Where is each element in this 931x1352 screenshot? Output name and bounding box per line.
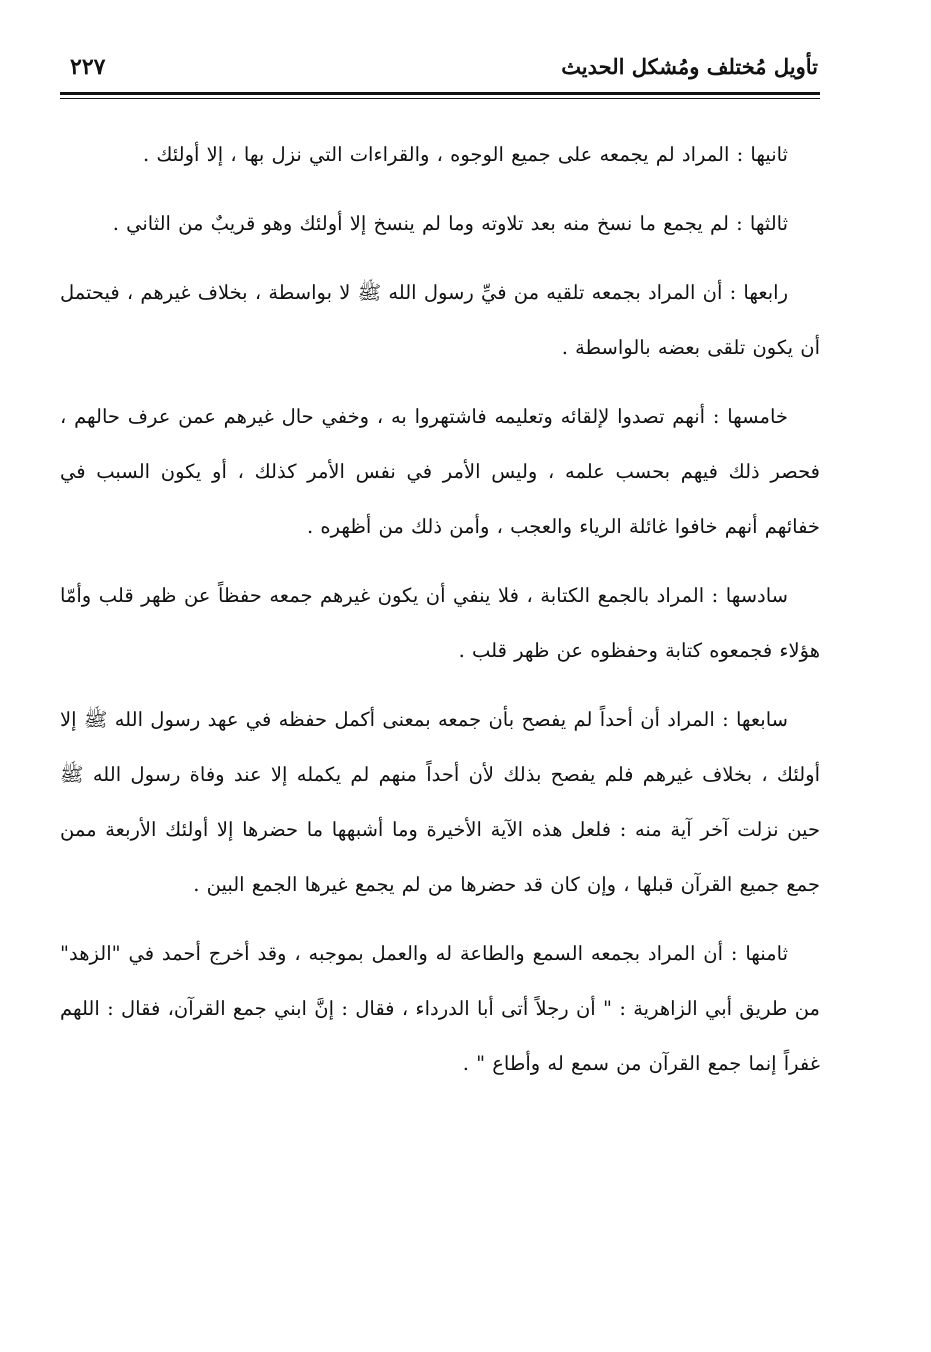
- body-text: [60, 127, 820, 1091]
- book-title: تأويل مُختلف ومُشكل الحديث: [561, 54, 818, 79]
- header-rule: [60, 92, 820, 95]
- page-number: ٢٢٧: [70, 54, 106, 80]
- running-header: [60, 40, 820, 92]
- paragraph-sixth-opinion: سادسها : المراد بالجمع الكتابة ، فلا ينفي أن يكون غيرهم جمعه حفظاً عن ظهر قلب وأمّا هؤلاء فجمعوه كتابة وحفظوه عن ظهر قلب .: [60, 584, 820, 662]
- paragraph-fifth-opinion: خامسها : أنهم تصدوا لإلقائه وتعليمه فاشتهروا به ، وخفي حال غيرهم عمن عرف حالهم ، فحصر ذلك فيهم بحسب علمه ، وليس الأمر في نفس الأمر كذلك ، أو يكون السبب في خفائهم أنهم خافوا غائلة الرياء والعجب ، وأمن ذلك من أظهره .: [60, 405, 820, 538]
- paragraph-third-opinion: ثالثها : لم يجمع ما نسخ منه بعد تلاوته وما لم ينسخ إلا أولئك وهو قريبٌ من الثاني .: [112, 212, 788, 235]
- header-rule-thin: [60, 98, 820, 99]
- paragraph-seventh-opinion: سابعها : المراد أن أحداً لم يفصح بأن جمعه بمعنى أكمل حفظه في عهد رسول الله ﷺ إلا أولئك ، بخلاف غيرهم فلم يفصح بذلك لأن أحداً منهم لم يكمله إلا عند وفاة رسول الله ﷺ حين نزلت آخر آية منه : فلعل هذه الآية الأخيرة وما أشبهها ما حضرها إلا أولئك الأربعة ممن جمع جميع القرآن قبلها ، وإن كان قد حضرها من لم يجمع غيرها الجمع البين .: [60, 708, 820, 896]
- paragraph-second-opinion: ثانيها : المراد لم يجمعه على جميع الوجوه ، والقراءات التي نزل بها ، إلا أولئك .: [142, 143, 788, 166]
- paragraph-fourth-opinion: رابعها : أن المراد بجمعه تلقيه من فيِّ رسول الله ﷺ لا بواسطة ، بخلاف غيرهم ، فيحتمل أن يكون تلقى بعضه بالواسطة .: [60, 281, 820, 359]
- paragraph-eighth-opinion: ثامنها : أن المراد بجمعه السمع والطاعة له والعمل بموجبه ، وقد أخرج أحمد في "الزهد" من طريق أبي الزاهرية : " أن رجلاً أتى أبا الدرداء ، فقال : إنَّ ابني جمع القرآن، فقال : اللهم غفراً إنما جمع القرآن من سمع له وأطاع " .: [60, 942, 820, 1075]
- book-page: [60, 40, 820, 1091]
